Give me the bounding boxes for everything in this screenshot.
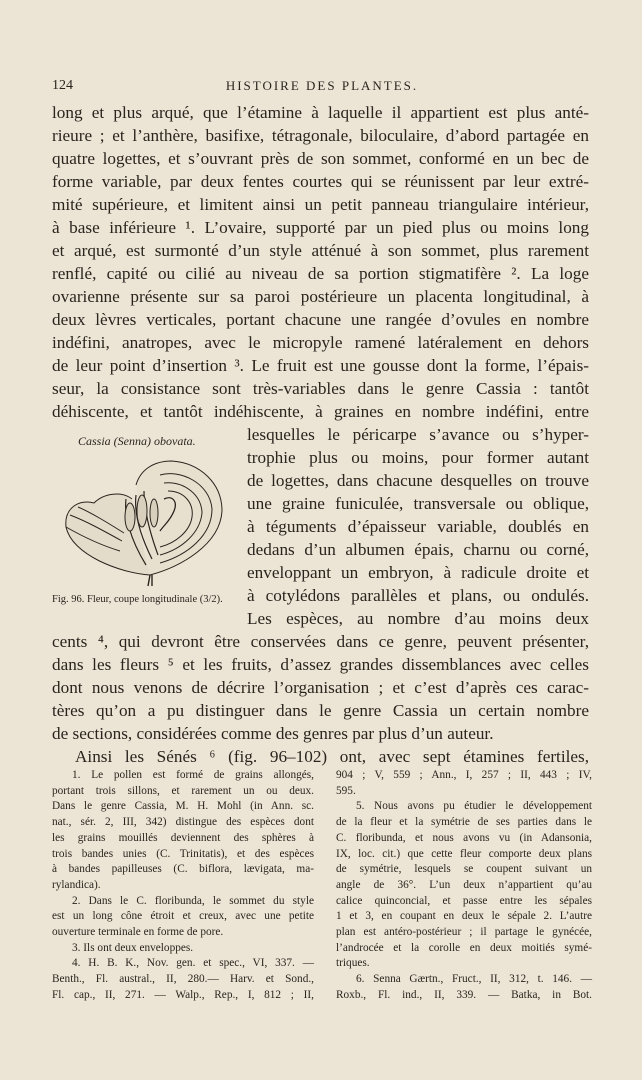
figure-caption: Fig. 96. Fleur, coupe longitudinale (3/2). bbox=[52, 594, 223, 605]
footnote-line: Dans le genre Cassia, M. H. Mohl (in Ann. sc. bbox=[52, 800, 314, 813]
body-line: à cotylédons parallèles et plans, ou ondulés. bbox=[247, 586, 589, 605]
footnote-line: 904 ; V, 559 ; Ann., I, 257 ; II, 443 ; IV, bbox=[336, 769, 592, 781]
footnote-line: trois bandes unies (C. Trinitatis), et des espèces bbox=[52, 847, 314, 860]
footnote-line: ouverture terminale en forme de pore. bbox=[52, 926, 224, 939]
body-line: de logettes, dans chacune desquelles on trouve bbox=[247, 471, 589, 490]
footnote-line: de symétrie, lesquels se coupent suivant un bbox=[336, 863, 592, 876]
flower-section-illustration bbox=[60, 455, 230, 587]
body-line: lesquelles le péricarpe s’avance ou s’hyper- bbox=[247, 425, 589, 444]
body-line: Ainsi les Sénés ⁶ (fig. 96–102) ont, avec sept étamines fertiles, bbox=[75, 747, 589, 766]
footnote-line: IX, loc. cit.) que cette fleur comporte deux plans bbox=[336, 847, 592, 860]
body-line: de sections, considérées comme des genres par plus d’un auteur. bbox=[52, 724, 494, 743]
body-line: cents ⁴, qui devront être conservées dans ce genre, peuvent présenter, bbox=[52, 632, 589, 651]
footnote-line: 1. Le pollen est formé de grains allongés, bbox=[72, 769, 314, 781]
footnote-line: Fl. cap., II, 271. — Walp., Rep., I, 812 ; II, bbox=[52, 988, 314, 1001]
body-line: seur, la consistance sont très-variables dans le genre Cassia : tantôt bbox=[52, 379, 589, 398]
footnote-line: nat., sér. 2, III, 342) distingue des espèces dont bbox=[52, 816, 314, 829]
body-line: long et plus arqué, que l’étamine à laquelle il appartient est plus anté- bbox=[52, 103, 589, 122]
body-line: une graine funiculée, transversale ou oblique, bbox=[247, 494, 589, 513]
running-title: HISTOIRE DES PLANTES. bbox=[225, 78, 419, 93]
body-line: forme variable, par deux fentes courtes qui se réunissent par leur extré- bbox=[52, 172, 589, 191]
footnotes-right bbox=[336, 768, 592, 1004]
footnote-line: angle de 36°. L’un deux n’appartient qu’au bbox=[336, 878, 592, 891]
body-line: mité supérieure, et limitent ainsi un petit panneau triangulaire intérieur, bbox=[52, 195, 589, 214]
body-line: trophie plus ou moins, pour former autant bbox=[247, 448, 589, 467]
footnote-line: 3. Ils ont deux enveloppes. bbox=[72, 941, 194, 954]
footnote-line: 5. Nous avons pu étudier le développement bbox=[356, 800, 592, 813]
footnote-line: Roxb., Fl. ind., II, 339. — Batka, in Bot. bbox=[336, 988, 592, 1001]
body-line: à téguments d’épaisseur variable, doublés en bbox=[247, 517, 589, 536]
footnotes-left bbox=[52, 768, 314, 1004]
footnote-line: Benth., Fl. austral., II, 280.— Harv. et Sond., bbox=[52, 973, 314, 986]
body-line: de leur point d’insertion ³. Le fruit est une gousse dont la forme, l’épais- bbox=[52, 356, 589, 375]
body-line: dont nous venons de décrire l’organisation ; et c’est d’après ces carac- bbox=[52, 678, 589, 697]
page-header bbox=[52, 78, 592, 96]
body-line: déhiscente, et tantôt indéhiscente, à graines en nombre indéfini, entre bbox=[52, 402, 589, 421]
body-line: quatre logettes, et s’ouvrant près de son sommet, conformé en un bec de bbox=[52, 149, 589, 168]
body-line: dans les fleurs ⁵ et les fruits, d’assez grandes dissemblances avec celles bbox=[52, 655, 589, 674]
footnote-line: plan est antéro-postérieur ; il partage le gynécée, bbox=[336, 926, 592, 939]
body-line: tères qu’on a pu distinguer dans le genre Cassia un certain nombre bbox=[52, 701, 589, 720]
footnote-line: 2. Dans le C. floribunda, le sommet du style bbox=[72, 894, 314, 907]
body-line: et arqué, est surmonté d’un style atténué à son sommet, plus rarement bbox=[52, 241, 589, 260]
body-line: indéfini, anatropes, avec le micropyle ramené latéralement en dehors bbox=[52, 333, 589, 352]
footnote-line: rylandica). bbox=[52, 878, 101, 891]
footnote-line: à bandes papilleuses (C. biflora, lævigata, ma- bbox=[52, 863, 314, 876]
footnote-line: C. floribunda, et nous avons vu (in Adansonia, bbox=[336, 831, 592, 844]
footnote-line: de la fleur et la symétrie de ses parties dans le bbox=[336, 816, 592, 829]
body-line: deux lèvres verticales, portant chacune une rangée d’ovules en nombre bbox=[52, 310, 589, 329]
footnote-line: 1 et 3, en coupant en deux le sépale 2. L’autre bbox=[336, 910, 592, 923]
footnote-line: portant trois sillons, et rarement un ou deux. bbox=[52, 784, 314, 797]
body-line: ovarienne présente sur sa paroi postérieure un placenta longitudinal, à bbox=[52, 287, 589, 306]
footnote-line: les grains mouillés deviennent des sphères à bbox=[52, 831, 314, 844]
footnote-line: triques. bbox=[336, 957, 370, 970]
body-line: renflé, capité ou cilié au niveau de sa portion stigmatifère ². La loge bbox=[52, 264, 589, 283]
figure-title: Cassia (Senna) obovata. bbox=[78, 434, 196, 448]
body-line: à base inférieure ¹. L’ovaire, supporté par un pied plus ou moins long bbox=[52, 218, 589, 237]
body-line: dedans d’un albumen épais, charnu ou corné, bbox=[247, 540, 589, 559]
body-line: enveloppant un embryon, à radicule droite et bbox=[247, 563, 589, 582]
footnote-line: 4. H. B. K., Nov. gen. et spec., VI, 337. — bbox=[72, 957, 314, 970]
page-number: 124 bbox=[52, 78, 73, 93]
footnote-line: 595. bbox=[336, 784, 356, 797]
body-line: Les espèces, au nombre d’au moins deux bbox=[247, 609, 589, 628]
footnote-line: est un long cône étroit et creux, avec une petite bbox=[52, 910, 314, 923]
footnote-line: l’androcée et la corolle en deux moitiés symé- bbox=[336, 941, 592, 954]
footnote-line: 6. Senna Gærtn., Fruct., II, 312, t. 146. — bbox=[356, 973, 592, 986]
footnote-line: calice quinconcial, et passe entre les sépales bbox=[336, 894, 592, 907]
body-line: rieure ; et l’anthère, basifixe, tétragonale, biloculaire, d’abord partagée en bbox=[52, 126, 589, 145]
